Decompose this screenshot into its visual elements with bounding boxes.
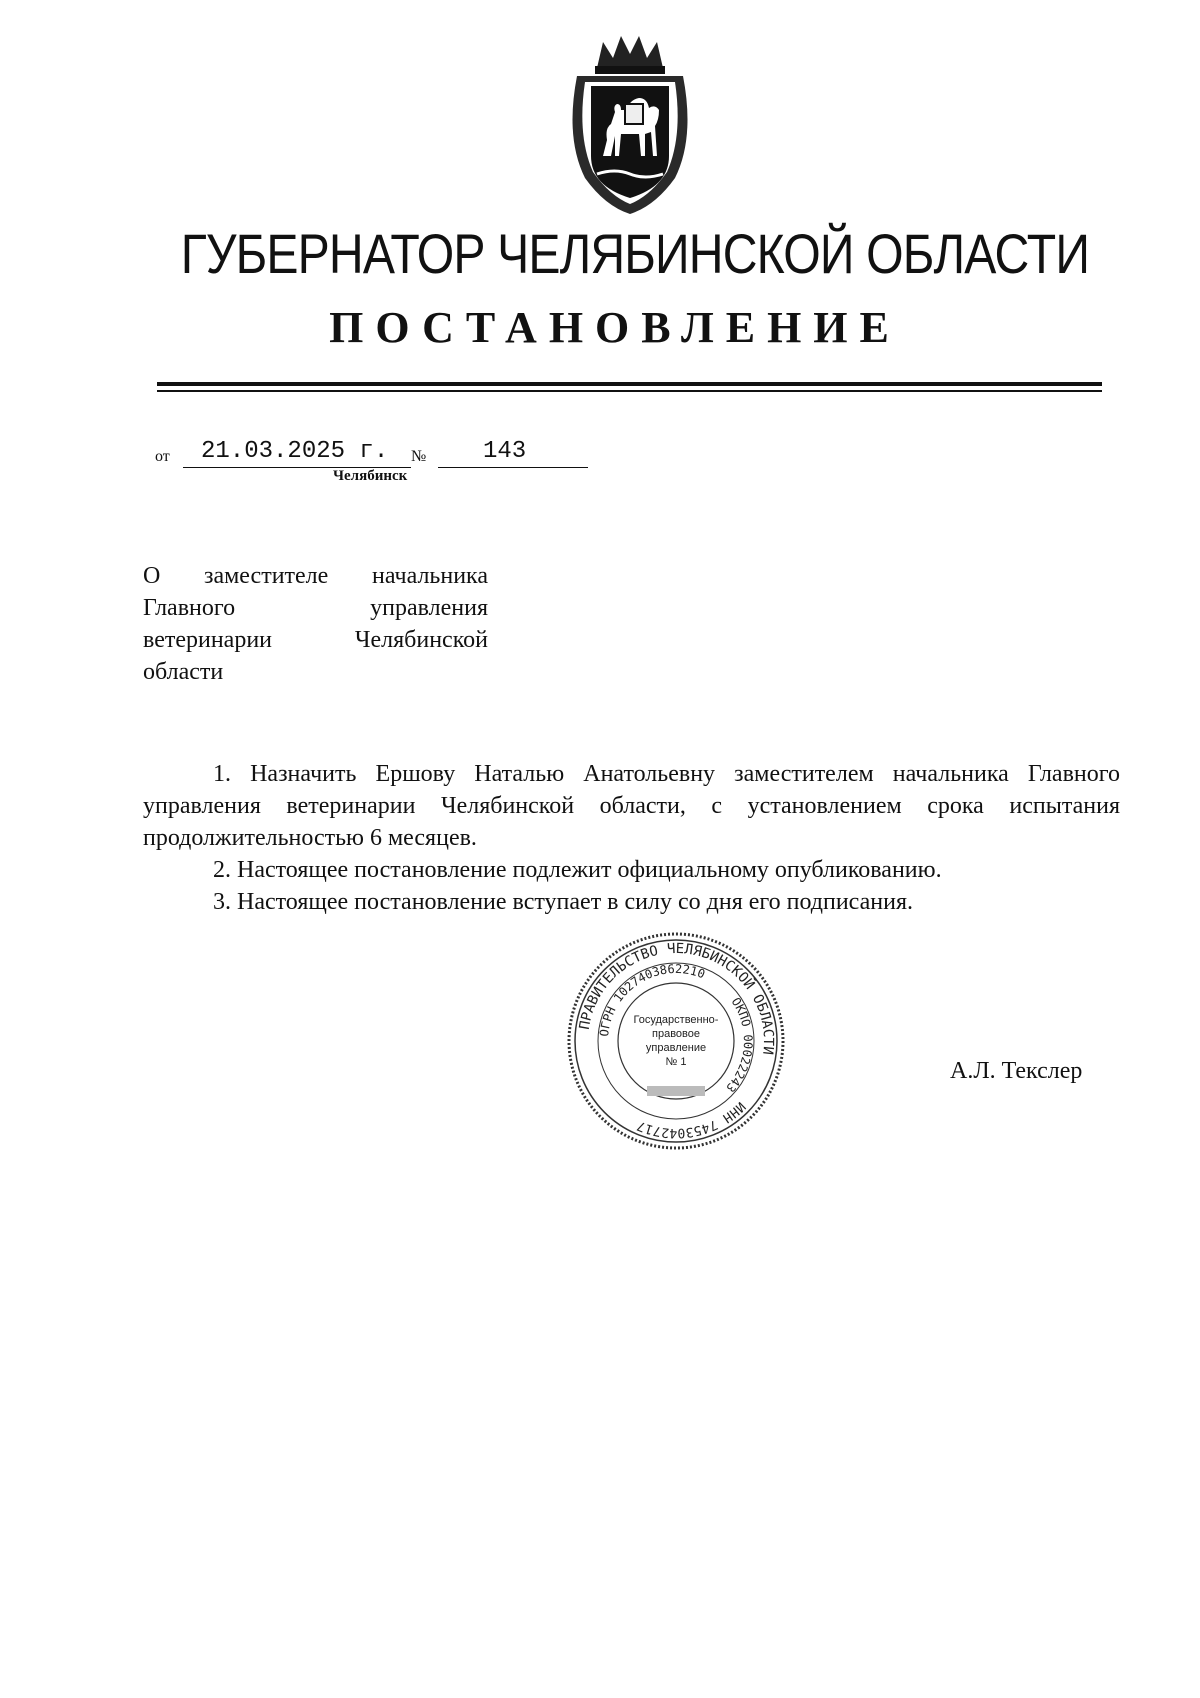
seal-ogrn: ОГРН 1027403862210 <box>597 961 707 1038</box>
authority-title: ГУБЕРНАТОР ЧЕЛЯБИНСКОЙ ОБЛАСТИ <box>180 222 1090 285</box>
city-label: Челябинск <box>333 468 408 484</box>
subject-line: Главного управления <box>143 595 488 621</box>
subject-line: О заместителе начальника <box>143 563 488 589</box>
number-sign-label: № <box>411 448 427 465</box>
document-subject <box>143 560 488 688</box>
seal-inn: ИНН 7453042717 <box>635 1098 748 1141</box>
document-details-line <box>155 436 595 472</box>
seal-center-line: правовое <box>652 1028 700 1040</box>
document-type-title: ПОСТАНОВЛЕНИЕ <box>329 303 901 352</box>
number-underline <box>438 467 588 468</box>
header-rule-thick <box>157 382 1102 386</box>
document-body <box>143 758 1120 918</box>
seal-shaded-band <box>647 1086 705 1096</box>
seal-center-line: № 1 <box>665 1056 687 1068</box>
body-paragraph: 2. Настоящее постановление подлежит официальному опубликованию. <box>213 857 942 883</box>
svg-text:ОКПО 00022243 <box>723 995 755 1095</box>
signatory-name: А.Л. Текслер <box>950 1058 1083 1084</box>
body-paragraph: 3. Настоящее постановление вступает в силу со дня его подписания. <box>213 889 914 915</box>
date-prefix-label: от <box>155 448 170 465</box>
subject-line: области <box>143 659 224 685</box>
subject-line: ветеринарии Челябинской <box>143 627 488 653</box>
document-number: 143 <box>483 438 527 465</box>
seal-center-line: Государственно- <box>633 1014 719 1026</box>
body-paragraph: 1. Назначить Ершову Наталью Анатольевну заместителем начальника Главного управления ветеринарии Челябинской области, с установлением срока испытания продолжительностью 6 месяцев. <box>143 761 1120 851</box>
svg-text:ИНН 7453042717 <box>635 1098 748 1140</box>
header-rule-thin <box>157 390 1102 392</box>
official-seal <box>565 930 787 1152</box>
coat-of-arms-emblem <box>555 28 705 218</box>
seal-center-line: управление <box>645 1042 707 1054</box>
seal-outer-text: ПРАВИТЕЛЬСТВО ЧЕЛЯБИНСКОЙ ОБЛАСТИ <box>576 940 777 1056</box>
seal-okpo: ОКПО 00022243 <box>723 995 756 1095</box>
document-date: 21.03.2025 г. <box>201 438 389 465</box>
